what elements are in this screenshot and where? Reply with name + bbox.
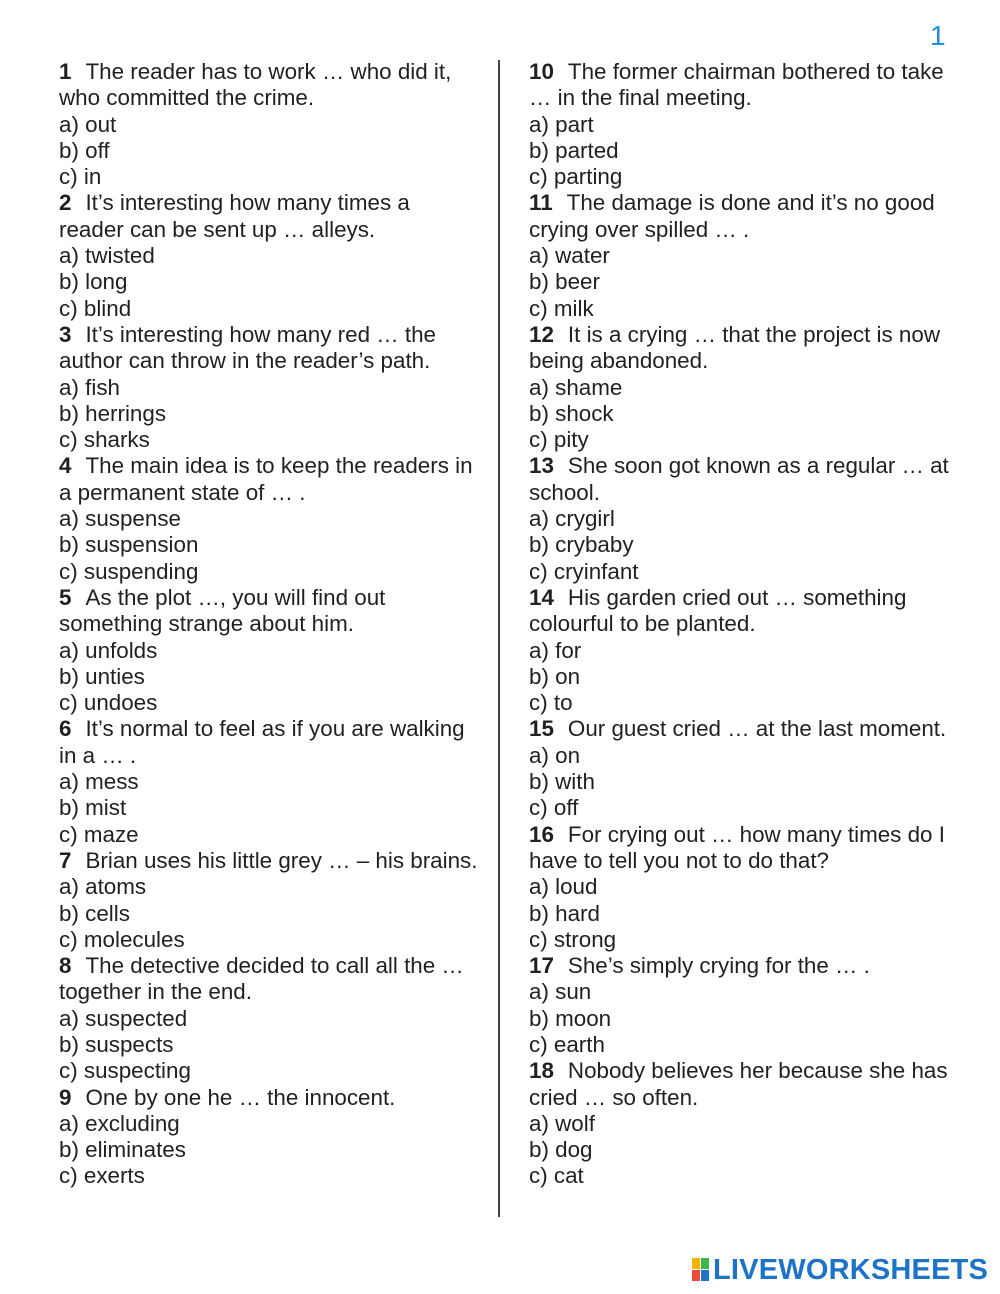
question-stem: It is a crying … that the project is now being abandoned.	[529, 321, 940, 374]
question-7	[59, 848, 479, 953]
option-b[interactable]: b) suspects	[59, 1031, 174, 1057]
option-c[interactable]: c) suspecting	[59, 1058, 191, 1084]
question-stem: The damage is done and it’s no good crying over spilled … .	[529, 190, 935, 242]
option-c[interactable]: c) undoes	[59, 690, 158, 716]
option-b[interactable]: b) long	[59, 269, 128, 295]
logo-text: LIVEWORKSHEETS	[713, 1253, 989, 1286]
option-c[interactable]: c) exerts	[59, 1163, 145, 1189]
question-number: 18	[529, 1058, 554, 1084]
question-stem: It’s normal to feel as if you are walking in a … .	[59, 716, 465, 768]
question-stem: For crying out … how many times do I have to tell you not to do that?	[529, 821, 945, 873]
option-a[interactable]: a) water	[529, 243, 610, 269]
question-number: 9	[59, 1084, 72, 1110]
question-1	[59, 59, 479, 190]
option-b[interactable]: b) dog	[529, 1137, 593, 1163]
question-number: 14	[529, 584, 554, 610]
question-12	[529, 322, 959, 453]
question-number: 12	[529, 321, 554, 347]
option-b[interactable]: b) cells	[59, 900, 130, 926]
question-number: 6	[59, 716, 72, 742]
question-number: 17	[529, 953, 554, 979]
option-c[interactable]: c) in	[59, 164, 102, 190]
option-b[interactable]: b) mist	[59, 795, 127, 821]
option-a[interactable]: a) excluding	[59, 1110, 180, 1136]
option-b[interactable]: b) parted	[529, 137, 619, 163]
option-b[interactable]: b) unties	[59, 663, 145, 689]
option-b[interactable]: b) crybaby	[529, 532, 634, 558]
question-stem: The detective decided to call all the … together in the end.	[59, 953, 464, 1005]
option-c[interactable]: c) suspending	[59, 558, 199, 584]
question-14	[529, 585, 959, 716]
question-stem: The main idea is to keep the readers in a permanent state of … .	[59, 453, 473, 505]
question-stem: She’s simply crying for the … .	[567, 953, 870, 979]
question-number: 13	[529, 453, 554, 479]
question-6	[59, 716, 479, 847]
question-16	[529, 822, 959, 953]
option-c[interactable]: c) maze	[59, 821, 139, 847]
option-b[interactable]: b) suspension	[59, 532, 199, 558]
question-stem: It’s interesting how many times a reader can be sent up … alleys.	[59, 190, 410, 242]
option-b[interactable]: b) beer	[529, 269, 600, 295]
question-number: 16	[529, 821, 554, 847]
question-5	[59, 585, 479, 716]
question-4	[59, 453, 479, 584]
question-stem: The former chairman bothered to take … in the final meeting.	[529, 59, 944, 111]
question-17	[529, 953, 959, 1058]
question-9	[59, 1085, 479, 1190]
question-number: 11	[529, 190, 553, 216]
questions-column-right	[529, 59, 959, 1190]
question-number: 10	[529, 59, 554, 84]
option-a[interactable]: a) suspense	[59, 506, 181, 532]
option-b[interactable]: b) eliminates	[59, 1137, 186, 1163]
question-number: 3	[59, 321, 72, 347]
question-18	[529, 1058, 959, 1189]
option-a[interactable]: a) wolf	[529, 1110, 595, 1136]
question-13	[529, 453, 959, 584]
question-2	[59, 190, 479, 321]
liveworksheets-logo-icon	[692, 1258, 710, 1282]
option-c[interactable]: c) cat	[529, 1163, 584, 1189]
option-c[interactable]: c) strong	[529, 926, 617, 952]
option-a[interactable]: a) fish	[59, 374, 120, 400]
option-c[interactable]: c) off	[529, 795, 579, 821]
option-a[interactable]: a) crygirl	[529, 506, 615, 532]
question-10	[529, 59, 959, 190]
option-a[interactable]: a) on	[529, 742, 581, 768]
option-c[interactable]: c) milk	[529, 295, 594, 321]
question-stem: Brian uses his little grey … – his brains.	[85, 847, 478, 873]
option-a[interactable]: a) out	[59, 111, 117, 137]
question-number: 7	[59, 847, 72, 873]
option-a[interactable]: a) mess	[59, 769, 139, 795]
option-c[interactable]: c) blind	[59, 295, 132, 321]
question-3	[59, 322, 479, 453]
option-a[interactable]: a) sun	[529, 979, 592, 1005]
option-a[interactable]: a) suspected	[59, 1005, 188, 1031]
question-15	[529, 716, 959, 821]
question-stem: His garden cried out … something colourful to be planted.	[529, 584, 907, 637]
question-number: 1	[59, 59, 72, 84]
option-a[interactable]: a) atoms	[59, 874, 147, 900]
option-b[interactable]: b) with	[529, 769, 595, 795]
question-number: 5	[59, 584, 72, 610]
option-b[interactable]: b) shock	[529, 400, 614, 426]
question-stem: She soon got known as a regular … at school.	[529, 453, 949, 505]
option-b[interactable]: b) moon	[529, 1005, 612, 1031]
option-a[interactable]: a) loud	[529, 874, 598, 900]
option-b[interactable]: b) herrings	[59, 400, 167, 426]
question-number: 8	[59, 953, 72, 979]
question-number: 15	[529, 716, 554, 742]
question-stem: As the plot …, you will find out something strange about him.	[59, 584, 386, 637]
questions-column-left	[59, 59, 479, 1190]
question-stem: It’s interesting how many red … the author can throw in the reader’s path.	[59, 321, 436, 374]
option-b[interactable]: b) hard	[529, 900, 600, 926]
option-a[interactable]: a) unfolds	[59, 637, 158, 663]
page-number: 1	[930, 20, 946, 51]
question-stem: Our guest cried … at the last moment.	[567, 716, 947, 742]
option-c[interactable]: c) pity	[529, 427, 589, 453]
option-b[interactable]: b) on	[529, 663, 581, 689]
question-stem: Nobody believes her because she has cried … so often.	[529, 1058, 948, 1110]
option-c[interactable]: c) earth	[529, 1031, 605, 1057]
option-b[interactable]: b) off	[59, 137, 110, 163]
option-a[interactable]: a) part	[529, 111, 594, 137]
option-a[interactable]: a) shame	[529, 374, 623, 400]
question-stem: The reader has to work … who did it, who committed the crime.	[59, 59, 452, 111]
option-c[interactable]: c) molecules	[59, 926, 185, 952]
question-number: 4	[59, 453, 72, 479]
option-c[interactable]: c) to	[529, 690, 573, 716]
option-c[interactable]: c) parting	[529, 164, 623, 190]
question-stem: One by one he … the innocent.	[85, 1084, 396, 1110]
option-a[interactable]: a) for	[529, 637, 582, 663]
column-divider	[498, 60, 500, 1217]
question-8	[59, 953, 479, 1084]
option-c[interactable]: c) cryinfant	[529, 558, 639, 584]
liveworksheets-logo[interactable]	[692, 1253, 989, 1286]
option-a[interactable]: a) twisted	[59, 243, 155, 269]
question-number: 2	[59, 190, 72, 216]
question-11	[529, 190, 959, 321]
option-c[interactable]: c) sharks	[59, 427, 150, 453]
